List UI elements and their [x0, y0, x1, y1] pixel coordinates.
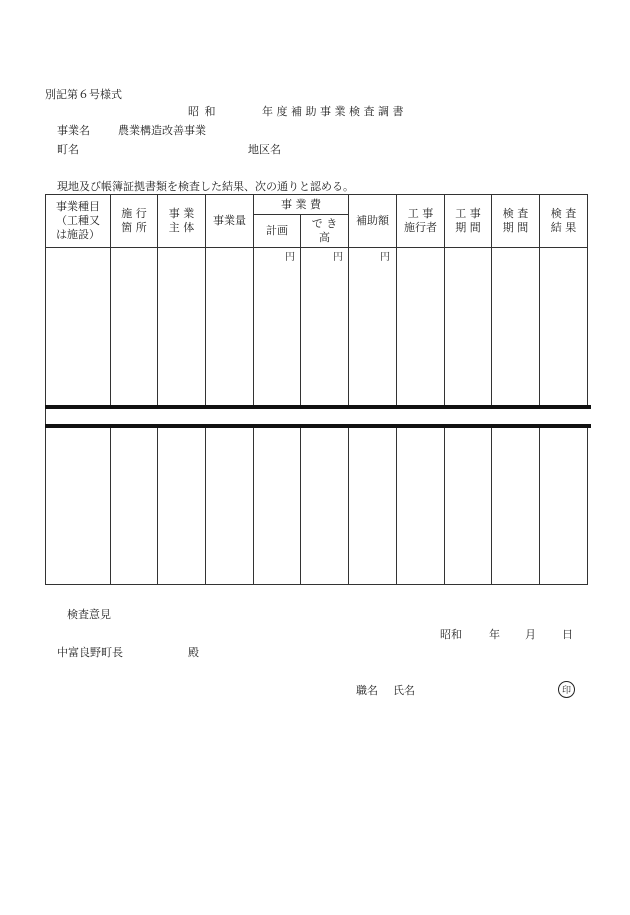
col-header-plan: 計画 [266, 224, 288, 237]
col-header-contractor: 工 事 施行者 [404, 207, 437, 234]
district-label: 地区名 [248, 143, 281, 156]
unit-yen-subsidy: 円 [380, 252, 390, 263]
date-era: 昭和 [440, 628, 462, 641]
col-header-construction-period: 工 事 期 間 [455, 207, 481, 234]
col-header-inspection-result: 検 査 結 果 [550, 207, 577, 234]
job-title-label: 職名 [356, 684, 378, 697]
unit-yen-plan: 円 [285, 252, 295, 263]
town-label: 町名 [57, 143, 79, 156]
addressee: 中富良野町長 [57, 646, 123, 659]
document-title: 年 度 補 助 事 業 検 査 調 書 [262, 105, 404, 118]
col-header-subsidy: 補助額 [356, 214, 389, 227]
era-label: 昭 和 [188, 105, 217, 118]
date-day: 日 [562, 628, 573, 641]
date-month: 月 [525, 628, 536, 641]
name-label: 氏名 [393, 684, 415, 697]
col-header-inspection-period: 検 査 期 間 [502, 207, 529, 234]
col-header-quantity: 事業量 [213, 214, 246, 227]
inspection-statement: 現地及び帳簿証拠書類を検査した結果、次の通りと認める。 [57, 180, 354, 193]
project-name-value: 農業構造改善事業 [118, 124, 206, 137]
col-header-actual: で き 高 [311, 217, 338, 244]
seal-mark: 印 [558, 681, 575, 698]
date-year: 年 [489, 628, 500, 641]
col-header-project-type: 事業種目 （工種又 は施設） [56, 200, 100, 241]
inspection-opinion-label: 検査意見 [67, 608, 111, 621]
project-name-label: 事業名 [57, 124, 90, 137]
col-header-project-cost: 事 業 費 [281, 197, 321, 211]
col-header-location: 施 行 箇 所 [121, 207, 147, 234]
form-number: 別記第６号様式 [45, 88, 122, 101]
col-header-operator: 事 業 主 体 [168, 207, 195, 234]
honorific: 殿 [188, 646, 199, 659]
unit-yen-actual: 円 [333, 252, 343, 263]
